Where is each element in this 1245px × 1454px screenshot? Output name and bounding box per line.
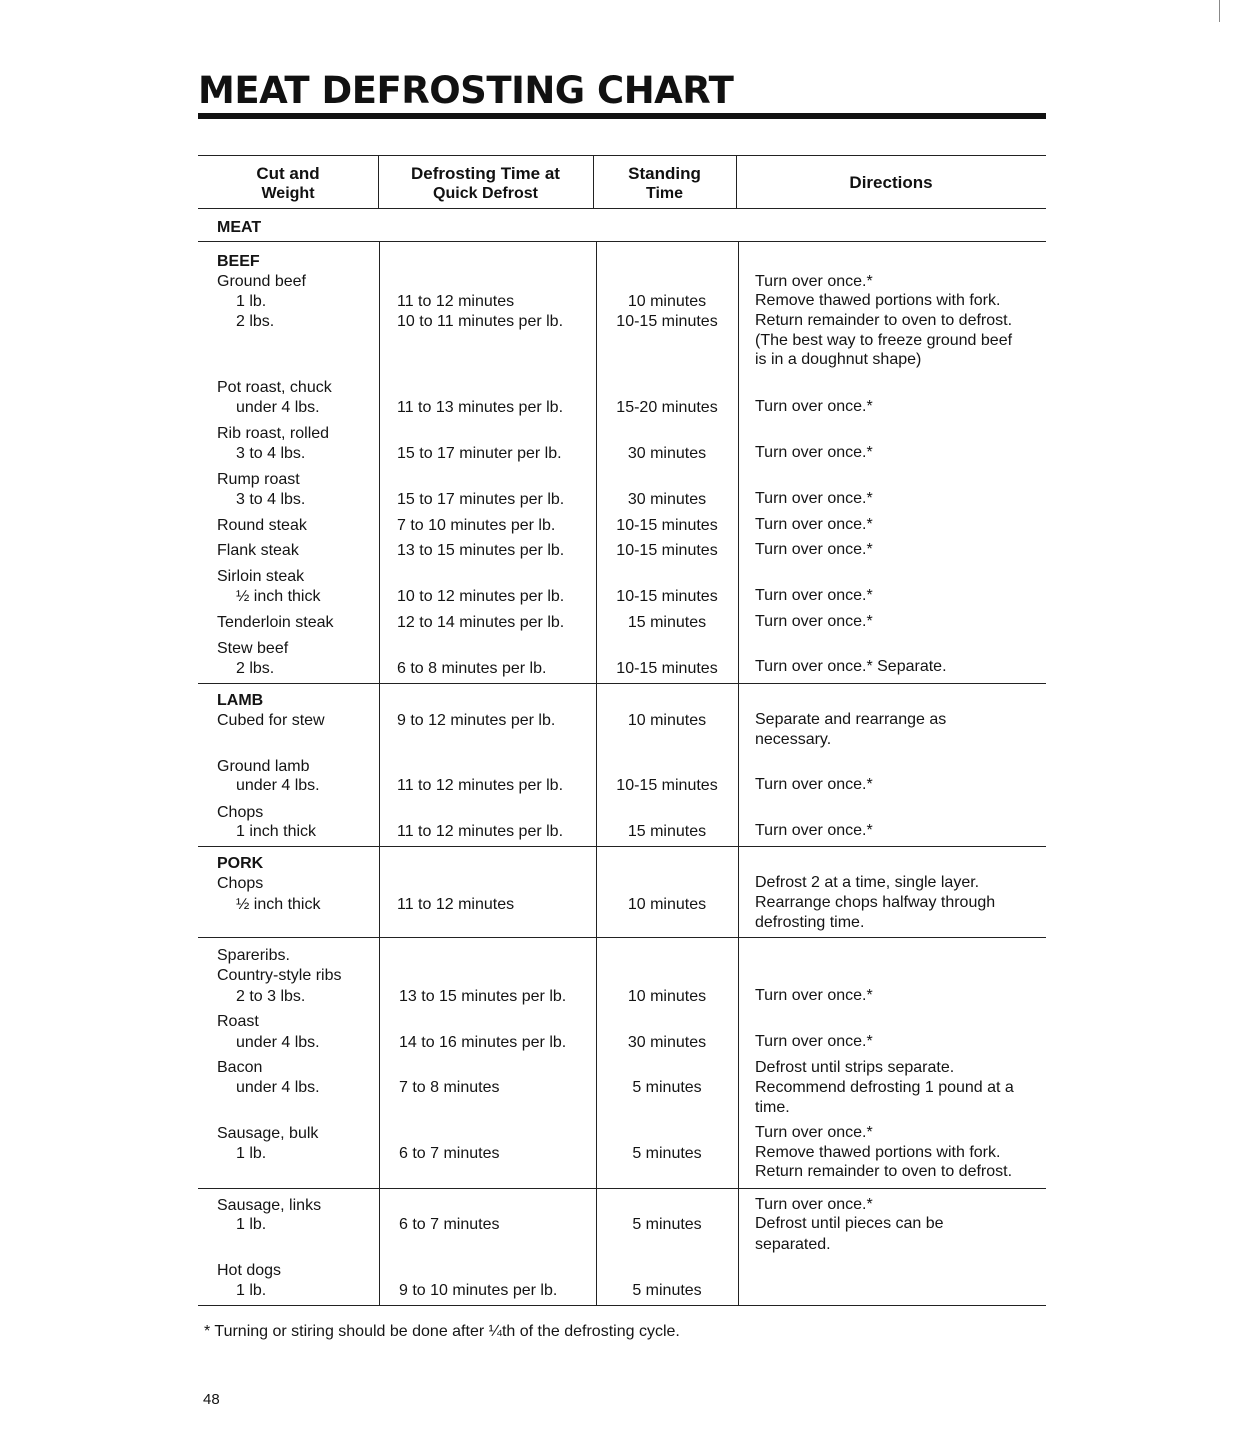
category-label-pork: PORK (217, 855, 264, 872)
cut-weight: 2 lbs. (236, 660, 275, 677)
cut-weight: under 4 lbs. (236, 1034, 320, 1051)
header-bottom-rule (198, 208, 1046, 209)
cut-name: Chops (217, 804, 264, 821)
standing-time: 15-20 minutes (616, 399, 718, 416)
standing-time: 30 minutes (627, 491, 707, 508)
header-time-line1: Defrosting Time at (411, 164, 560, 183)
defrost-time: 6 to 7 minutes (399, 1145, 500, 1162)
lamb-bottom-rule (198, 846, 1046, 847)
standing-time: 5 minutes (632, 1145, 702, 1162)
category-label-beef: BEEF (217, 253, 260, 270)
direction-text: Turn over once.* (755, 273, 873, 290)
defrost-time: 13 to 15 minutes per lb. (399, 988, 567, 1005)
cut-name: Sirloin steak (217, 568, 305, 585)
page-title: MEAT DEFROSTING CHART (198, 69, 734, 112)
footnote: * Turning or stiring should be done after ¼th of the defrosting cycle. (204, 1323, 680, 1340)
direction-text: Return remainder to oven to defrost. (755, 312, 1013, 329)
cut-weight: 1 lb. (236, 293, 267, 310)
body-col-divider-3 (738, 241, 739, 1306)
cut-name: Bacon (217, 1059, 263, 1076)
defrost-time: 10 to 11 minutes per lb. (397, 313, 564, 330)
direction-text: Turn over once.* (755, 987, 873, 1004)
cut-name: Ground lamb (217, 758, 310, 775)
table-bottom-rule (198, 1305, 1046, 1306)
cut-name: Round steak (217, 517, 307, 534)
cut-name: Tenderloin steak (217, 614, 334, 631)
standing-time: 10-15 minutes (616, 542, 718, 559)
direction-text: Defrost 2 at a time, single layer. (755, 874, 980, 891)
cut-name: Sausage, links (217, 1197, 322, 1214)
defrost-time: 11 to 12 minutes (397, 293, 515, 310)
defrost-time: 12 to 14 minutes per lb. (397, 614, 565, 631)
defrost-time: 14 to 16 minutes per lb. (399, 1034, 567, 1051)
header-cut-line2: Weight (261, 185, 315, 202)
cut-name: Rib roast, rolled (217, 425, 330, 442)
direction-text: Turn over once.* (755, 1033, 873, 1050)
cut-weight: ½ inch thick (236, 896, 321, 913)
cut-weight: ½ inch thick (236, 588, 321, 605)
standing-time: 10 minutes (627, 896, 707, 913)
direction-text: Turn over once.* (755, 444, 873, 461)
cut-name: Pot roast, chuck (217, 379, 332, 396)
defrost-time: 7 to 8 minutes (399, 1079, 500, 1096)
direction-text: (The best way to freeze ground beef (755, 332, 1013, 349)
cut-name: Sausage, bulk (217, 1125, 319, 1142)
standing-time: 10-15 minutes (616, 517, 718, 534)
cut-weight: 1 inch thick (236, 823, 317, 840)
defrost-time: 13 to 15 minutes per lb. (397, 542, 565, 559)
cut-name: Ground beef (217, 273, 306, 290)
direction-text: necessary. (755, 731, 832, 748)
sausage-bulk-bottom-rule (198, 1188, 1046, 1189)
header-defrost-time (378, 163, 593, 203)
table-top-rule (198, 155, 1046, 156)
beef-bottom-rule (198, 683, 1046, 684)
body-col-divider-1 (379, 241, 380, 1306)
defrost-time: 6 to 8 minutes per lb. (397, 660, 547, 677)
direction-text: Turn over once.* (755, 516, 873, 533)
direction-text: Separate and rearrange as (755, 711, 947, 728)
cut-name: Hot dogs (217, 1262, 282, 1279)
direction-text: Turn over once.* (755, 613, 873, 630)
cut-name: Stew beef (217, 640, 289, 657)
cut-weight: 1 lb. (236, 1145, 267, 1162)
standing-time: 15 minutes (627, 823, 707, 840)
pork-chops-bottom-rule (198, 937, 1046, 938)
cut-weight: 2 lbs. (236, 313, 275, 330)
standing-time: 5 minutes (632, 1216, 702, 1233)
defrost-time: 15 to 17 minutes per lb. (397, 491, 565, 508)
standing-time: 10-15 minutes (616, 660, 718, 677)
category-label-lamb: LAMB (217, 692, 264, 709)
scan-edge-mark (1219, 0, 1220, 22)
cut-weight: 1 lb. (236, 1216, 267, 1233)
cut-name: Roast (217, 1013, 259, 1030)
direction-text: Turn over once.* (755, 398, 873, 415)
direction-text: Turn over once.* (755, 776, 873, 793)
standing-time: 5 minutes (632, 1282, 702, 1299)
direction-text: Turn over once.* (755, 1196, 873, 1213)
standing-time: 10-15 minutes (616, 588, 718, 605)
defrost-time: 11 to 12 minutes (397, 896, 515, 913)
cut-name: Flank steak (217, 542, 299, 559)
meat-section-rule (198, 241, 1046, 242)
header-directions: Directions (849, 173, 933, 192)
cut-name: Rump roast (217, 471, 300, 488)
section-label-meat: MEAT (217, 219, 262, 236)
standing-time: 10 minutes (627, 988, 707, 1005)
cut-weight: 3 to 4 lbs. (236, 445, 306, 462)
direction-text: Recommend defrosting 1 pound at a (755, 1079, 1014, 1096)
header-cut-weight (198, 163, 378, 203)
defrost-time: 9 to 12 minutes per lb. (397, 712, 556, 729)
header-standing-line2: Time (645, 185, 684, 202)
direction-text: time. (755, 1099, 790, 1116)
direction-text: defrosting time. (755, 914, 865, 931)
standing-time: 10-15 minutes (616, 777, 718, 794)
defrost-time: 11 to 12 minutes per lb. (397, 823, 564, 840)
cut-name: Spareribs. (217, 947, 290, 964)
cut-name: Cubed for stew (217, 712, 325, 729)
standing-time: 10 minutes (627, 712, 707, 729)
direction-text: separated. (755, 1236, 831, 1253)
direction-text: Defrost until pieces can be (755, 1215, 944, 1232)
cut-name: Country-style ribs (217, 967, 342, 984)
cut-weight: 2 to 3 lbs. (236, 988, 306, 1005)
direction-text: Turn over once.* (755, 490, 873, 507)
direction-text: Turn over once.* (755, 587, 873, 604)
direction-text: Remove thawed portions with fork. (755, 292, 1001, 309)
defrost-time: 15 to 17 minuter per lb. (397, 445, 562, 462)
header-time-line2: Quick Defrost (433, 185, 538, 202)
cut-weight: 3 to 4 lbs. (236, 491, 306, 508)
defrost-time: 11 to 12 minutes per lb. (397, 777, 564, 794)
header-standing-time (593, 163, 736, 203)
direction-text: Defrost until strips separate. (755, 1059, 955, 1076)
defrost-time: 6 to 7 minutes (399, 1216, 500, 1233)
direction-text: Turn over once.* (755, 822, 873, 839)
defrost-time: 9 to 10 minutes per lb. (399, 1282, 558, 1299)
header-standing-line1: Standing (628, 164, 701, 183)
standing-time: 15 minutes (627, 614, 707, 631)
cut-weight: under 4 lbs. (236, 1079, 320, 1096)
cut-weight: 1 lb. (236, 1282, 267, 1299)
cut-weight: under 4 lbs. (236, 777, 320, 794)
standing-time: 5 minutes (632, 1079, 702, 1096)
standing-time: 10 minutes (627, 293, 707, 310)
direction-text: Remove thawed portions with fork. (755, 1144, 1001, 1161)
header-cut-line1: Cut and (256, 164, 320, 183)
direction-text: Turn over once.* (755, 1124, 873, 1141)
page-number: 48 (203, 1391, 220, 1408)
defrost-time: 11 to 13 minutes per lb. (397, 399, 564, 416)
title-underline (198, 113, 1046, 119)
cut-weight: under 4 lbs. (236, 399, 320, 416)
direction-text: is in a doughnut shape) (755, 351, 922, 368)
direction-text: Turn over once.* (755, 541, 873, 558)
standing-time: 30 minutes (627, 445, 707, 462)
defrost-time: 7 to 10 minutes per lb. (397, 517, 556, 534)
standing-time: 10-15 minutes (616, 313, 718, 330)
direction-text: Rearrange chops halfway through (755, 894, 996, 911)
cut-name: Chops (217, 875, 264, 892)
defrost-time: 10 to 12 minutes per lb. (397, 588, 565, 605)
direction-text: Return remainder to oven to defrost. (755, 1163, 1013, 1180)
direction-text: Turn over once.* Separate. (755, 658, 947, 675)
standing-time: 30 minutes (627, 1034, 707, 1051)
